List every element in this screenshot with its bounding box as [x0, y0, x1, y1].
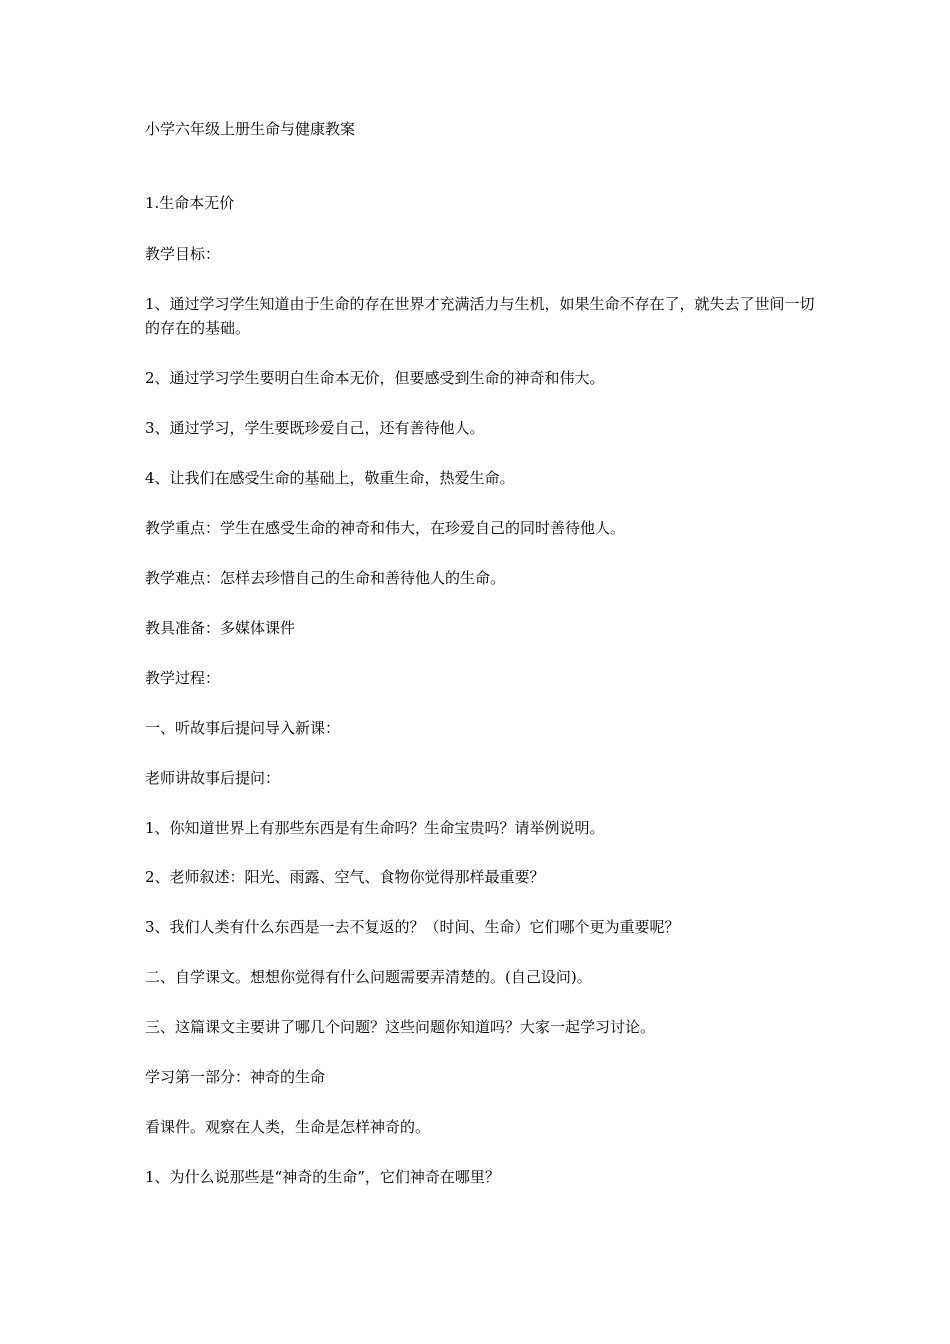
- paragraph-section-1: 一、听故事后提问导入新课：: [145, 719, 341, 737]
- paragraph-materials: 教具准备：多媒体课件: [145, 619, 296, 637]
- paragraph-goal-2: 2、通过学习学生要明白生命本无价，但要感受到生命的神奇和伟大。: [145, 369, 605, 387]
- paragraph-part-question-1: 1、为什么说那些是“神奇的生命”，它们神奇在哪里？: [145, 1168, 500, 1186]
- paragraph-difficulties: 教学难点：怎样去珍惜自己的生命和善待他人的生命。: [145, 569, 506, 587]
- paragraph-section-3: 三、这篇课文主要讲了哪几个问题？这些问题你知道吗？大家一起学习讨论。: [145, 1018, 656, 1036]
- document-title: 小学六年级上册生命与健康教案: [145, 120, 356, 138]
- paragraph-section-2: 二、自学课文。想想你觉得有什么问题需要弄清楚的。(自己设问)。: [145, 968, 592, 986]
- paragraph-courseware: 看课件。观察在人类，生命是怎样神奇的。: [145, 1118, 431, 1136]
- paragraph-question-3: 3、我们人类有什么东西是一去不复返的？（时间、生命）它们哪个更为重要呢？: [145, 918, 680, 936]
- paragraph-key-points: 教学重点：学生在感受生命的神奇和伟大，在珍爱自己的同时善待他人。: [145, 519, 626, 537]
- paragraph-teacher-story: 老师讲故事后提问：: [145, 769, 281, 787]
- paragraph-process: 教学过程：: [145, 669, 221, 687]
- paragraph-teaching-goals: 教学目标：: [145, 245, 221, 263]
- lesson-title: 1.生命本无价: [145, 194, 235, 212]
- paragraph-question-1: 1、你知道世界上有那些东西是有生命吗？生命宝贵吗？请举例说明。: [145, 819, 605, 837]
- paragraph-part-1: 学习第一部分：神奇的生命: [145, 1068, 326, 1086]
- paragraph-goal-4: 4、让我们在感受生命的基础上，敬重生命，热爱生命。: [145, 469, 515, 487]
- paragraph-goal-1: 1、通过学习学生知道由于生命的存在世界才充满活力与生机，如果生命不存在了，就失去了世间一切的存在的基础。: [145, 295, 815, 337]
- paragraph-question-2: 2、老师叙述：阳光、雨露、空气、食物你觉得那样最重要？: [145, 868, 545, 886]
- paragraph-goal-3: 3、通过学习，学生要既珍爱自己，还有善待他人。: [145, 419, 485, 437]
